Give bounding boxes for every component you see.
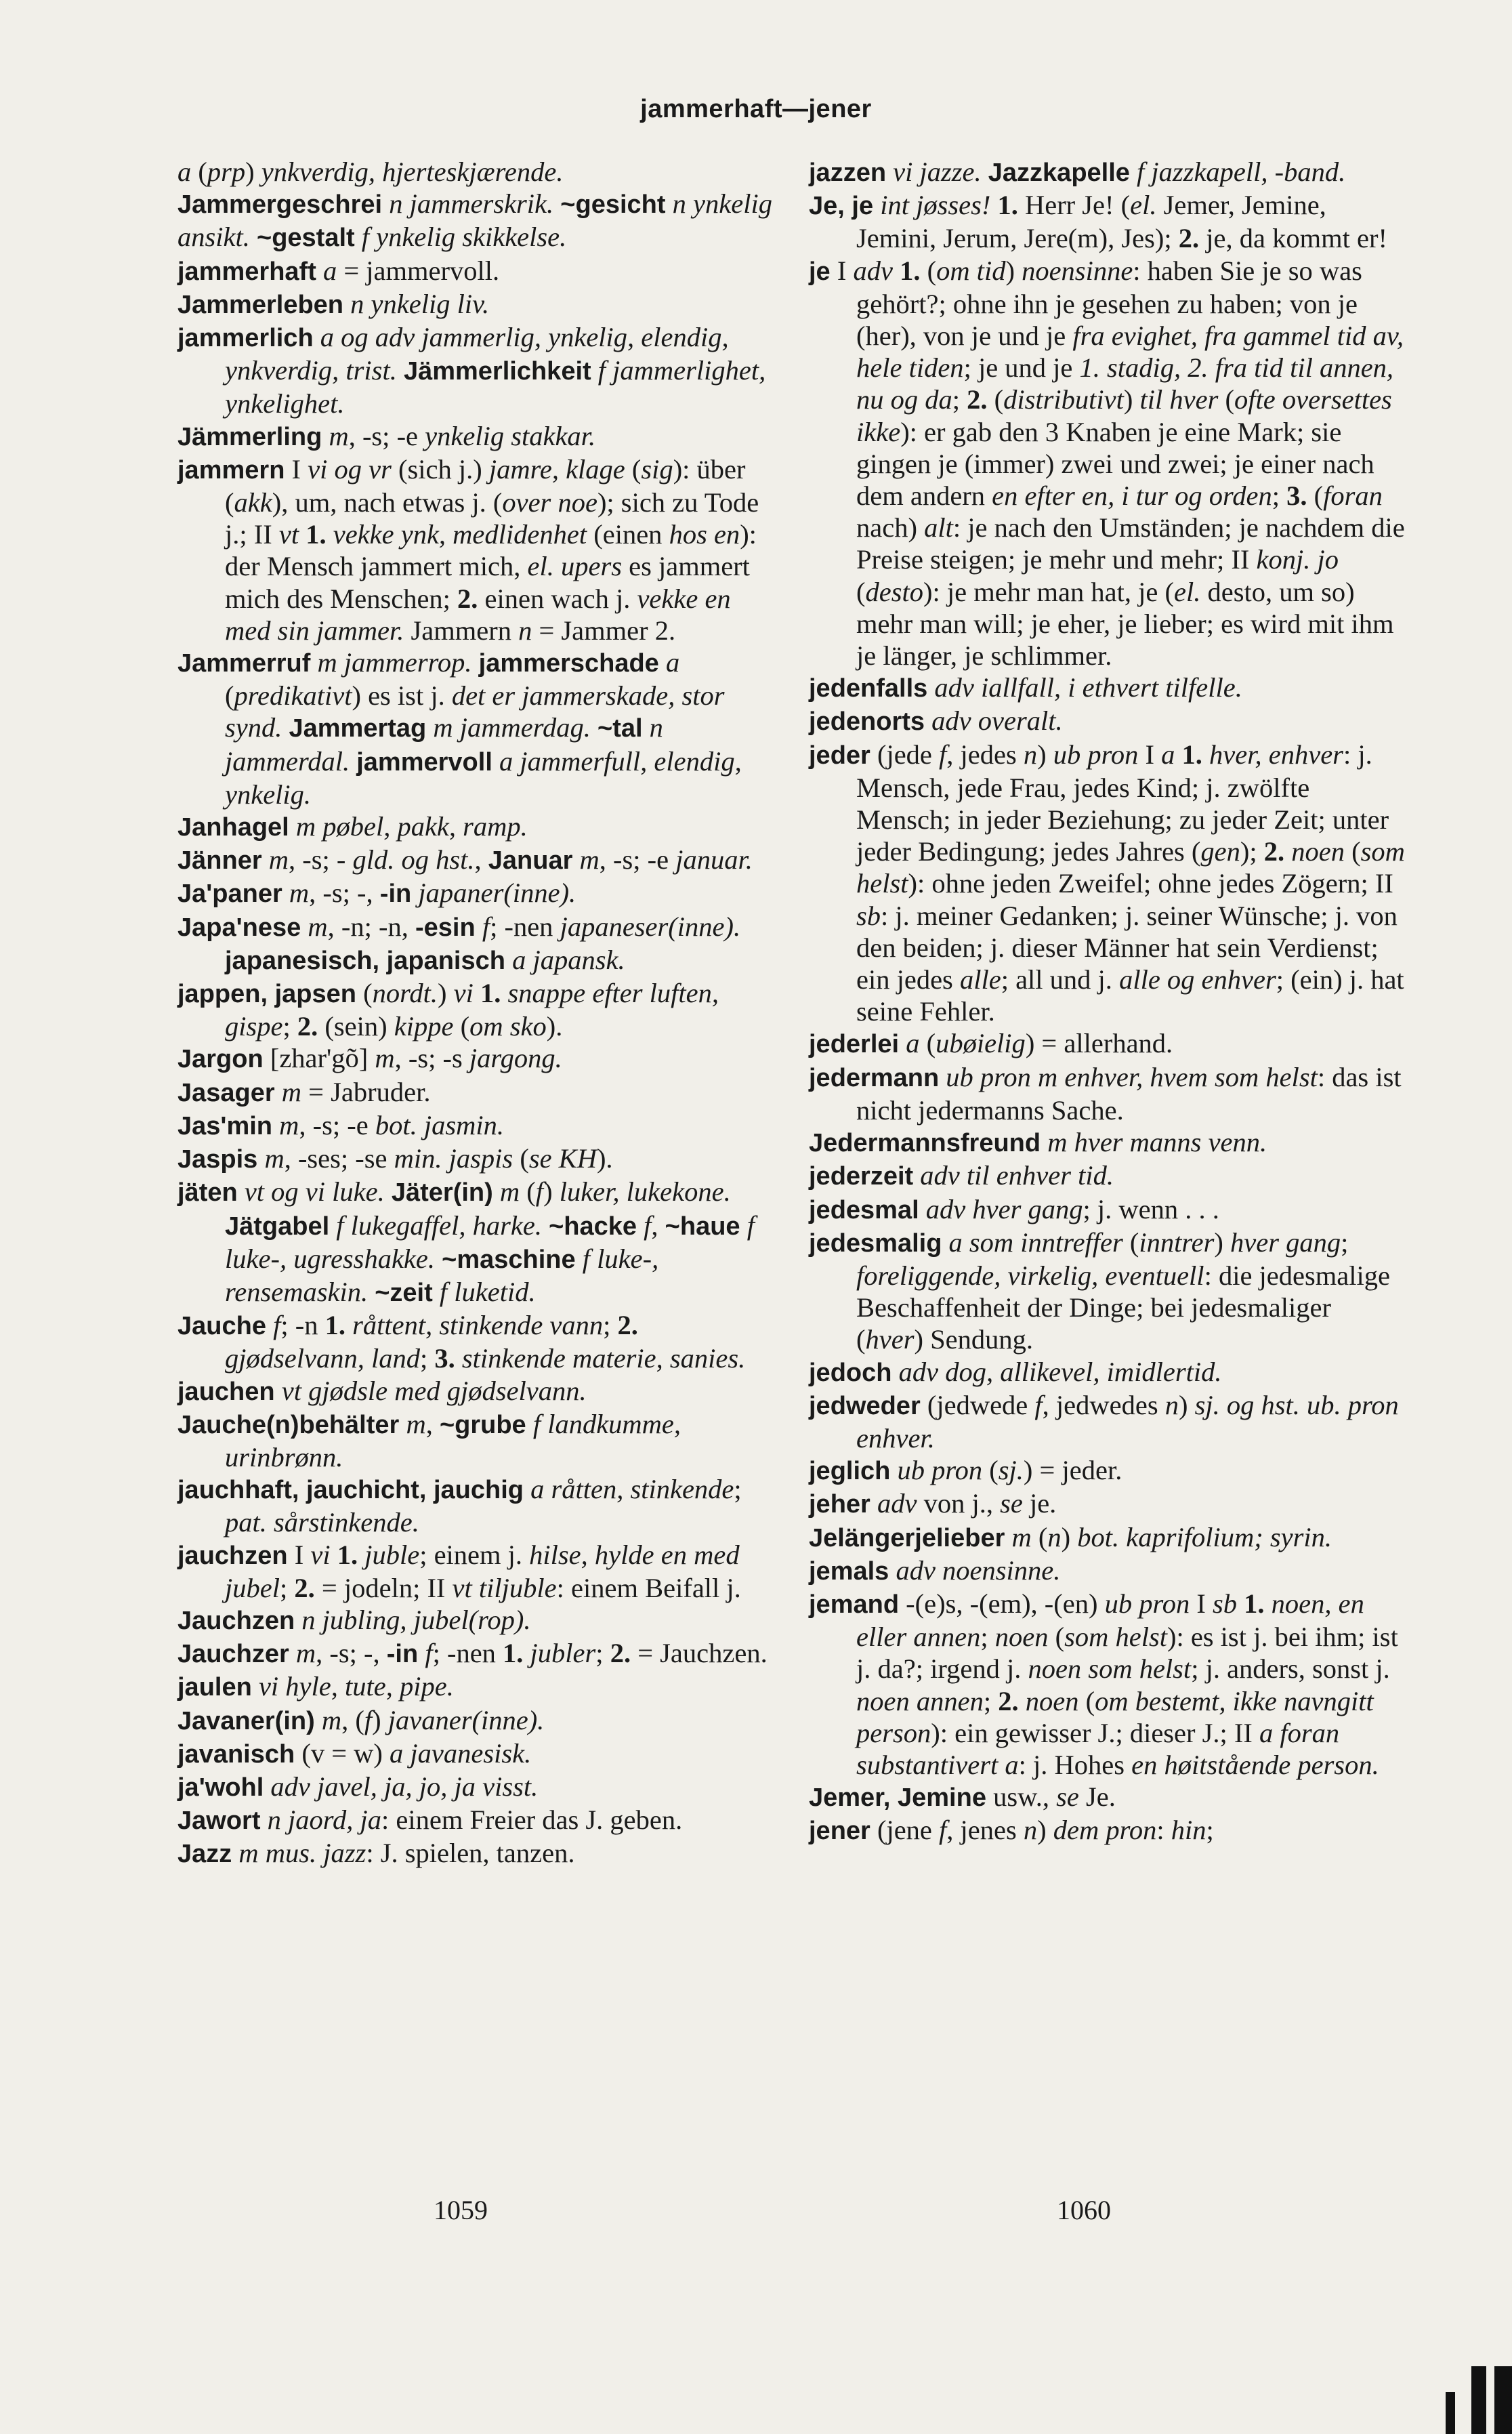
dictionary-entry: Jedermannsfreund m hver manns venn. [809, 1127, 1267, 1158]
dictionary-entry: Jämmerling m, -s; -e ynkelig stakkar. [177, 420, 596, 451]
dictionary-entry: jederzeit adv til enhver tid. [809, 1160, 1114, 1191]
thumb-edge-mark-1 [1471, 2366, 1486, 2434]
dictionary-entry: Jemer, Jemine usw., se Je. [809, 1781, 1116, 1813]
dictionary-entry: javanisch (v = w) a javanesisk. [177, 1737, 532, 1769]
dictionary-entry: Japa'nese m, -n; -n, -esin f; -nen japaneser(inne). japanesisch, japanisch a japansk. [177, 911, 741, 975]
dictionary-entry: Jänner m, -s; - gld. og hst., Januar m, -s; -e januar. [177, 844, 753, 875]
dictionary-entry: Jammerruf m jammerrop. jammerschade a (predikativt) es ist j. det er jammerskade, stor synd. Jammertag m jammerdag. ~tal n jammerdal. jammervoll a jammerfull, elendig, ynkelig. [177, 647, 742, 810]
dictionary-entry: jederlei a (ubøielig) = allerhand. [809, 1028, 1173, 1059]
dictionary-entry: Jaspis m, -ses; -se min. jaspis (se KH). [177, 1143, 613, 1174]
dictionary-entry: Jauchzen n jubling, jubel(rop). [177, 1604, 531, 1635]
page-header: jammerhaft—jener [640, 95, 872, 123]
dictionary-entry: jappen, japsen (nordt.) vi 1. snappe efter luften, gispe; 2. (sein) kippe (om sko). [177, 978, 719, 1042]
dictionary-entry: jäten vt og vi luke. Jäter(in) m (f) luker, lukekone. Jätgabel f lukegaffel, harke. ~hacke f, ~haue f luke-, ugresshakke. ~maschine f luke-, rensemaskin. ~zeit f luketid. [177, 1176, 755, 1307]
dictionary-entry: jazzen vi jazze. Jazzkapelle f jazzkapell, -band. [809, 157, 1346, 187]
dictionary-entry: jauchen vt gjødsle med gjødselvann. [177, 1375, 587, 1406]
dictionary-entry: Jasager m = Jabruder. [177, 1076, 431, 1107]
dictionary-entry: Jauchzer m, -s; -, -in f; -nen 1. jubler; 2. = Jauchzen. [177, 1638, 768, 1669]
dictionary-entry: Ja'paner m, -s; -, -in japaner(inne). [177, 878, 576, 909]
dictionary-entry: ja'wohl adv javel, ja, jo, ja visst. [177, 1771, 539, 1802]
dictionary-entry: jedenorts adv overalt. [809, 705, 1063, 737]
page-number-right: 1060 [1057, 2195, 1111, 2225]
dictionary-entry: jauchhaft, jauchicht, jauchig a råtten, stinkende; pat. sårstinkende. [177, 1474, 742, 1538]
dictionary-entry: jammerlich a og adv jammerlig, ynkelig, elendig, ynkverdig, trist. Jämmerlichkeit f jammerlighet, ynkelighet. [177, 322, 766, 419]
dictionary-entry: je I adv 1. (om tid) noensinne: haben Sie je so was gehört?; ohne ihn je gesehen zu haben; von je (her), von je und je fra evighet, fra gammel tid av, hele tiden; je und je 1. stadig, 2. fra tid til annen, nu og da; 2. (distributivt) til hver (ofte oversettes ikke): er gab den 3 Knaben je eine Mark; sie gingen je (immer) zwei und zwei; je einer nach dem andern en efter en, i tur og orden; 3. (foran nach) alt: je nach den Umständen; je nachdem die Preise steigen; je mehr und mehr; II konj. jo (desto): je mehr man hat, je (el. desto, um so) mehr man will; je eher, je lieber; es wird mit ihm je länger, je schlimmer. [809, 255, 1405, 672]
dictionary-entry: Javaner(in) m, (f) javaner(inne). [177, 1704, 545, 1735]
dictionary-entry: jammerhaft a = jammervoll. [177, 255, 500, 286]
dictionary-entry: jammern I vi og vr (sich j.) jamre, klage (sig): über (akk), um, nach etwas j. (over noe); sich zu Tode j.; II vt 1. vekke ynk, medlidenhet (einen hos en): der Mensch jammert mich, el. upers es jammert mich des Menschen; 2. einen wach j. vekke en med sin jammer. Jammern n = Jammer 2. [177, 453, 759, 646]
dictionary-entry: Jammerleben n ynkelig liv. [177, 288, 490, 319]
dictionary-entry: jener (jene f, jenes n) dem pron: hin; [809, 1815, 1214, 1846]
dictionary-entry: Janhagel m pøbel, pakk, ramp. [177, 811, 528, 842]
dictionary-entry: Je, je int jøsses! 1. Herr Je! (el. Jemer, Jemine, Jemini, Jerum, Jere(m), Jes); 2. je, da kommt er! [809, 190, 1387, 254]
dictionary-entry: jauchzen I vi 1. juble; einem j. hilse, hylde en med jubel; 2. = jodeln; II vt tiljuble: einem Beifall j. [177, 1539, 741, 1603]
thumb-edge-mark-2 [1494, 2366, 1512, 2434]
dictionary-entry: Jauche(n)behälter m, ~grube f landkumme, urinbrønn. [177, 1408, 681, 1472]
dictionary-entry: Jawort n jaord, ja: einem Freier das J. geben. [177, 1804, 683, 1836]
dictionary-entry: Jauche f; -n 1. råttent, stinkende vann; 2. gjødselvann, land; 3. stinkende materie, sanies. [177, 1310, 746, 1374]
dictionary-entry: Jas'min m, -s; -e bot. jasmin. [177, 1109, 504, 1140]
dictionary-entry: Jargon [zhar'gõ] m, -s; -s jargong. [177, 1043, 562, 1074]
dictionary-entry: jedesmal adv hver gang; j. wenn . . . [809, 1193, 1219, 1224]
dictionary-entry: jedenfalls adv iallfall, i ethvert tilfelle. [809, 672, 1242, 703]
dictionary-entry: jeglich ub pron (sj.) = jeder. [809, 1455, 1122, 1486]
dictionary-entry: jeder (jede f, jedes n) ub pron I a 1. hver, enhver: j. Mensch, jede Frau, jedes Kind; j. zwölfte Mensch; in jeder Beziehung; zu jeder Zeit; unter jeder Bedingung; jedes Jahres (gen); 2. noen (som helst): ohne jeden Zweifel; ohne jedes Zögern; II sb: j. meiner Gedanken; j. seiner Wünsche; j. von den beiden; j. dieser Männer hat sein Verdienst; ein jedes alle; all und j. alle og enhver; (ein) j. hat seine Fehler. [809, 739, 1405, 1027]
dictionary-entry: a (prp) ynkverdig, hjerteskjærende. Jammergeschrei n jammerskrik. ~gesicht n ynkelig ansikt. ~gestalt f ynkelig skikkelse. [177, 157, 772, 253]
page-number-left: 1059 [434, 2195, 488, 2225]
thumb-edge-mark-3 [1446, 2392, 1455, 2434]
dictionary-entry: jemand -(e)s, -(em), -(en) ub pron I sb 1. noen, en eller annen; noen (som helst): es ist j. bei ihm; ist j. da?; irgend j. noen som helst; j. anders, sonst j. noen annen; 2. noen (om bestemt, ikke navngitt person): ein gewisser J.; dieser J.; II a foran substantivert a: j. Hohes en høitstående person. [809, 1588, 1398, 1780]
left-column [177, 156, 774, 1871]
dictionary-entry: jedweder (jedwede f, jedwedes n) sj. og hst. ub. pron enhver. [809, 1389, 1399, 1453]
right-column [809, 156, 1405, 1848]
dictionary-entry: Jelängerjelieber m (n) bot. kaprifolium; syrin. [809, 1521, 1332, 1552]
dictionary-entry: jeher adv von j., se je. [809, 1488, 1057, 1519]
dictionary-entry: jedoch adv dog, allikevel, imidlertid. [809, 1356, 1222, 1387]
dictionary-entry: jedesmalig a som inntreffer (inntrer) hver gang; foreliggende, virkelig, eventuell: die jedesmalige Beschaffenheit der Dinge; bei jedesmaliger (hver) Sendung. [809, 1226, 1390, 1355]
dictionary-entry: jaulen vi hyle, tute, pipe. [177, 1671, 454, 1702]
dictionary-entry: Jazz m mus. jazz: J. spielen, tanzen. [177, 1838, 575, 1869]
dictionary-entry: jedermann ub pron m enhver, hvem som helst: das ist nicht jedermanns Sache. [809, 1061, 1402, 1126]
dictionary-entry: jemals adv noensinne. [809, 1554, 1061, 1586]
